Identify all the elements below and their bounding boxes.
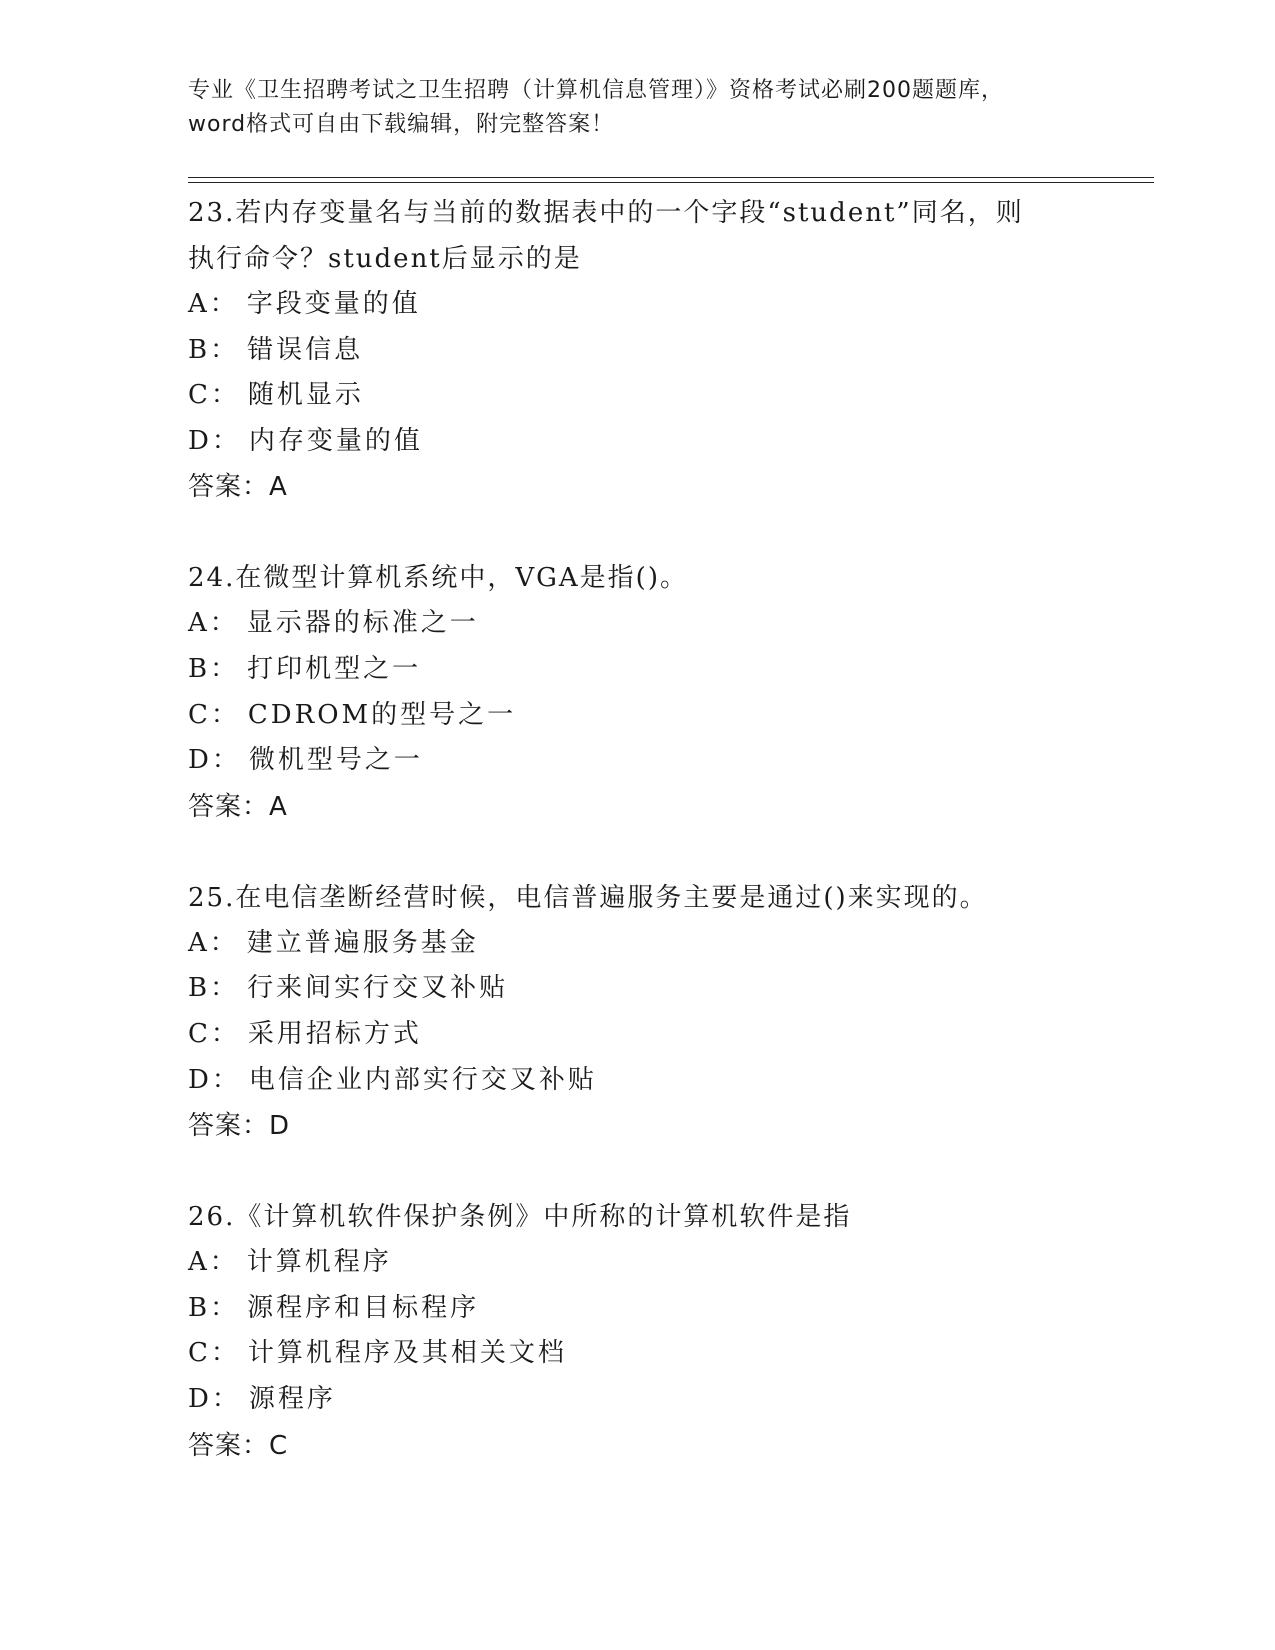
option-text: 错误信息 <box>247 334 364 365</box>
option-text: 计算机程序 <box>246 1247 392 1278</box>
option-text: 建立普遍服务基金 <box>246 927 479 958</box>
option-b <box>188 647 1088 693</box>
option-a <box>188 1240 1088 1286</box>
option-key: D： <box>188 1064 241 1095</box>
option-text: 显示器的标准之一 <box>246 608 479 639</box>
header-divider-top <box>188 177 1154 178</box>
question-stem-line: 执行命令？student后显示的是 <box>188 244 582 274</box>
header-line-2: word格式可自由下载编辑，附完整答案！ <box>188 112 615 137</box>
header-divider-bottom <box>188 182 1154 183</box>
option-d <box>188 419 1088 465</box>
question-stem-line: 26.《计算机软件保护条例》中所称的计算机软件是指 <box>188 1202 852 1233</box>
question-stem-line: 23.若内存变量名与当前的数据表中的一个字段“student”同名，则 <box>188 198 1024 228</box>
option-key: D： <box>188 1383 241 1414</box>
option-d <box>188 738 1088 784</box>
option-key: B： <box>188 653 240 684</box>
option-key: A： <box>188 608 239 639</box>
option-key: D： <box>188 425 241 456</box>
question-stem-line: 25.在电信垄断经营时候，电信普遍服务主要是通过()来实现的。 <box>188 882 988 913</box>
option-key: A： <box>188 927 239 958</box>
option-a <box>188 921 1088 967</box>
option-b <box>188 966 1088 1012</box>
option-b <box>188 1286 1088 1332</box>
option-text: 源程序和目标程序 <box>247 1292 480 1323</box>
option-c <box>188 693 1088 739</box>
option-b <box>188 328 1088 374</box>
answer-line: 答案：A <box>188 791 288 822</box>
option-text: 随机显示 <box>247 380 364 411</box>
option-text: 打印机型之一 <box>247 653 422 684</box>
option-key: D： <box>188 745 241 776</box>
question-24 <box>188 555 1088 829</box>
question-25 <box>188 875 1088 1149</box>
option-text: 采用招标方式 <box>247 1018 422 1049</box>
option-key: C： <box>188 380 240 411</box>
option-key: A： <box>188 289 239 319</box>
option-text: 微机型号之一 <box>248 745 423 776</box>
option-d <box>188 1058 1088 1104</box>
option-key: B： <box>188 334 240 365</box>
option-d <box>188 1377 1088 1423</box>
option-key: A： <box>188 1247 239 1278</box>
option-key: B： <box>188 973 240 1004</box>
question-stem <box>188 190 1088 282</box>
option-c <box>188 373 1088 419</box>
option-text: 计算机程序及其相关文档 <box>247 1338 567 1369</box>
option-text: CDROM的型号之一 <box>247 699 517 730</box>
option-key: C： <box>188 699 240 730</box>
option-text: 字段变量的值 <box>246 289 421 319</box>
option-key: C： <box>188 1018 240 1049</box>
question-26 <box>188 1194 1088 1468</box>
option-a <box>188 601 1088 647</box>
question-list <box>188 190 1088 1514</box>
document-header <box>188 74 1088 142</box>
option-c <box>188 1331 1088 1377</box>
option-text: 行来间实行交叉补贴 <box>247 973 509 1004</box>
option-key: C： <box>188 1338 240 1369</box>
question-23 <box>188 190 1088 510</box>
option-a <box>188 282 1088 328</box>
option-text: 内存变量的值 <box>248 425 423 456</box>
option-text: 电信企业内部实行交叉补贴 <box>248 1064 597 1095</box>
option-key: B： <box>188 1292 240 1323</box>
answer-line: 答案：D <box>188 1111 291 1142</box>
header-line-1: 专业《卫生招聘考试之卫生招聘（计算机信息管理）》资格考试必刷200题题库， <box>188 78 1004 103</box>
option-text: 源程序 <box>248 1383 336 1414</box>
option-c <box>188 1012 1088 1058</box>
question-stem-line: 24.在微型计算机系统中，VGA是指()。 <box>188 563 688 594</box>
answer-line: 答案：A <box>188 472 288 503</box>
answer-line: 答案：C <box>188 1430 289 1461</box>
